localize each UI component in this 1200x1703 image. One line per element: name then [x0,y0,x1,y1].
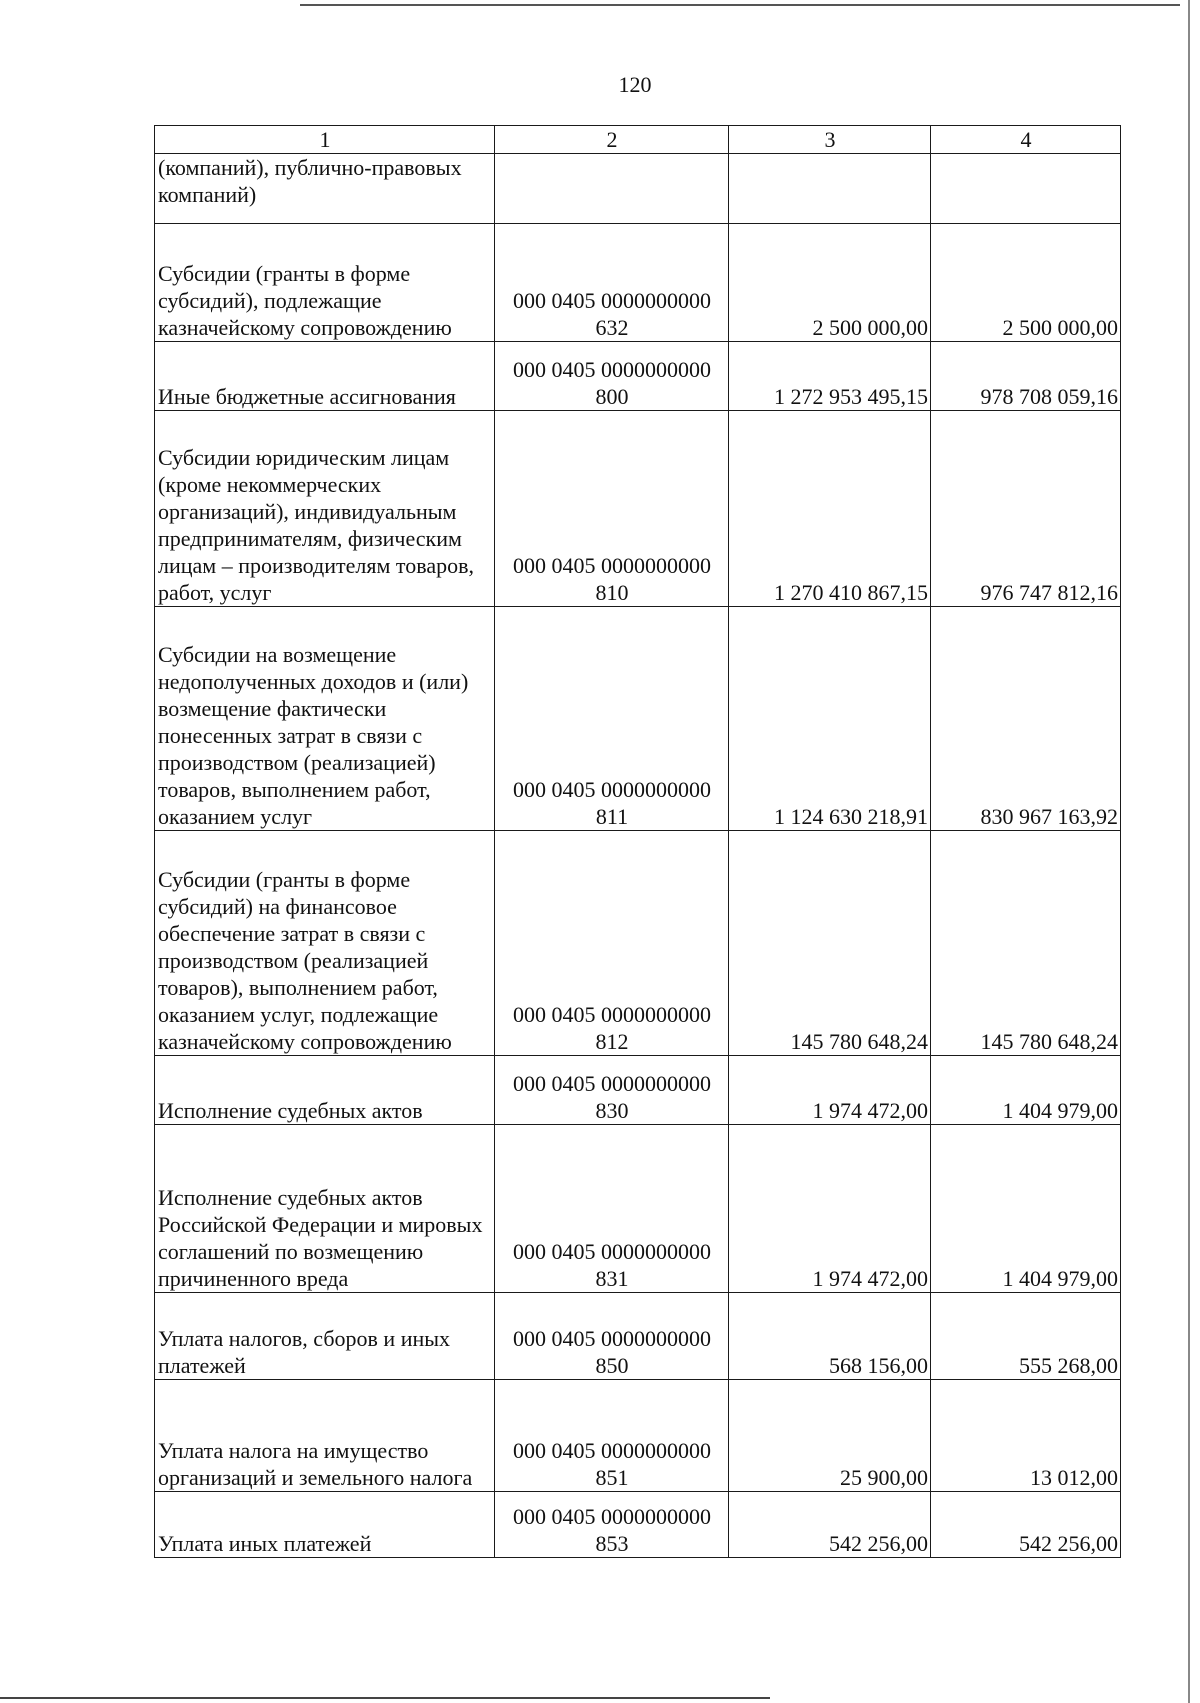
row-value-4: 555 268,00 [931,1293,1121,1380]
table-row [155,831,1121,1056]
row-value-3: 1 974 472,00 [729,1056,931,1125]
table-row [155,1056,1121,1125]
row-code: 000 0405 0000000000 830 [495,1056,729,1125]
row-value-4: 13 012,00 [931,1380,1121,1492]
row-code: 000 0405 0000000000 853 [495,1492,729,1558]
row-name: Субсидии юридическим лицам (кроме некоммерческих организаций), индивидуальным предпринимателям, физическим лицам – производителям товаров, работ, услуг [155,411,495,607]
row-code: 000 0405 0000000000 800 [495,342,729,411]
table-row [155,154,1121,224]
row-code: 000 0405 0000000000 851 [495,1380,729,1492]
header-col-2: 2 [495,126,729,154]
header-col-4: 4 [931,126,1121,154]
row-name: Уплата налогов, сборов и иных платежей [155,1293,495,1380]
bottom-scan-rule [0,1697,770,1699]
right-scan-edge [1188,0,1190,1703]
budget-table [154,125,1121,1558]
header-col-1: 1 [155,126,495,154]
row-value-4: 976 747 812,16 [931,411,1121,607]
table-row [155,1380,1121,1492]
row-value-3: 568 156,00 [729,1293,931,1380]
row-value-4: 1 404 979,00 [931,1125,1121,1293]
row-name: Уплата иных платежей [155,1492,495,1558]
row-code: 000 0405 0000000000 811 [495,607,729,831]
row-value-3: 25 900,00 [729,1380,931,1492]
row-name: Исполнение судебных актов [155,1056,495,1125]
row-name: Иные бюджетные ассигнования [155,342,495,411]
row-code [495,154,729,224]
row-value-4: 830 967 163,92 [931,607,1121,831]
row-value-3: 542 256,00 [729,1492,931,1558]
row-value-3: 2 500 000,00 [729,224,931,342]
table-row [155,342,1121,411]
row-value-4: 542 256,00 [931,1492,1121,1558]
row-code: 000 0405 0000000000 831 [495,1125,729,1293]
row-value-4: 2 500 000,00 [931,224,1121,342]
row-code: 000 0405 0000000000 812 [495,831,729,1056]
row-value-3: 1 272 953 495,15 [729,342,931,411]
row-code: 000 0405 0000000000 850 [495,1293,729,1380]
row-value-3 [729,154,931,224]
row-value-3: 1 270 410 867,15 [729,411,931,607]
table-row [155,224,1121,342]
row-code: 000 0405 0000000000 632 [495,224,729,342]
row-name: Уплата налога на имущество организаций и земельного налога [155,1380,495,1492]
row-value-3: 1 124 630 218,91 [729,607,931,831]
row-value-4: 145 780 648,24 [931,831,1121,1056]
row-name: (компаний), публично-правовых компаний) [155,154,495,224]
row-name: Субсидии (гранты в форме субсидий), подлежащие казначейскому сопровождению [155,224,495,342]
row-value-4 [931,154,1121,224]
table-row [155,1125,1121,1293]
table-row [155,411,1121,607]
row-code: 000 0405 0000000000 810 [495,411,729,607]
row-value-4: 1 404 979,00 [931,1056,1121,1125]
row-name: Исполнение судебных актов Российской Федерации и мировых соглашений по возмещению причиненного вреда [155,1125,495,1293]
table-row [155,607,1121,831]
table-row [155,1293,1121,1380]
row-value-3: 1 974 472,00 [729,1125,931,1293]
header-col-3: 3 [729,126,931,154]
page-number: 120 [618,72,652,97]
row-value-3: 145 780 648,24 [729,831,931,1056]
table-row [155,1492,1121,1558]
row-name: Субсидии на возмещение недополученных доходов и (или) возмещение фактически понесенных затрат в связи с производством (реализацией) товаров, выполнением работ, оказанием услуг [155,607,495,831]
top-scan-rule [300,4,1180,6]
table-header-row [155,126,1121,154]
row-value-4: 978 708 059,16 [931,342,1121,411]
row-name: Субсидии (гранты в форме субсидий) на финансовое обеспечение затрат в связи с производством (реализацией товаров), выполнением работ, оказанием услуг, подлежащие казначейскому сопровождению [155,831,495,1056]
